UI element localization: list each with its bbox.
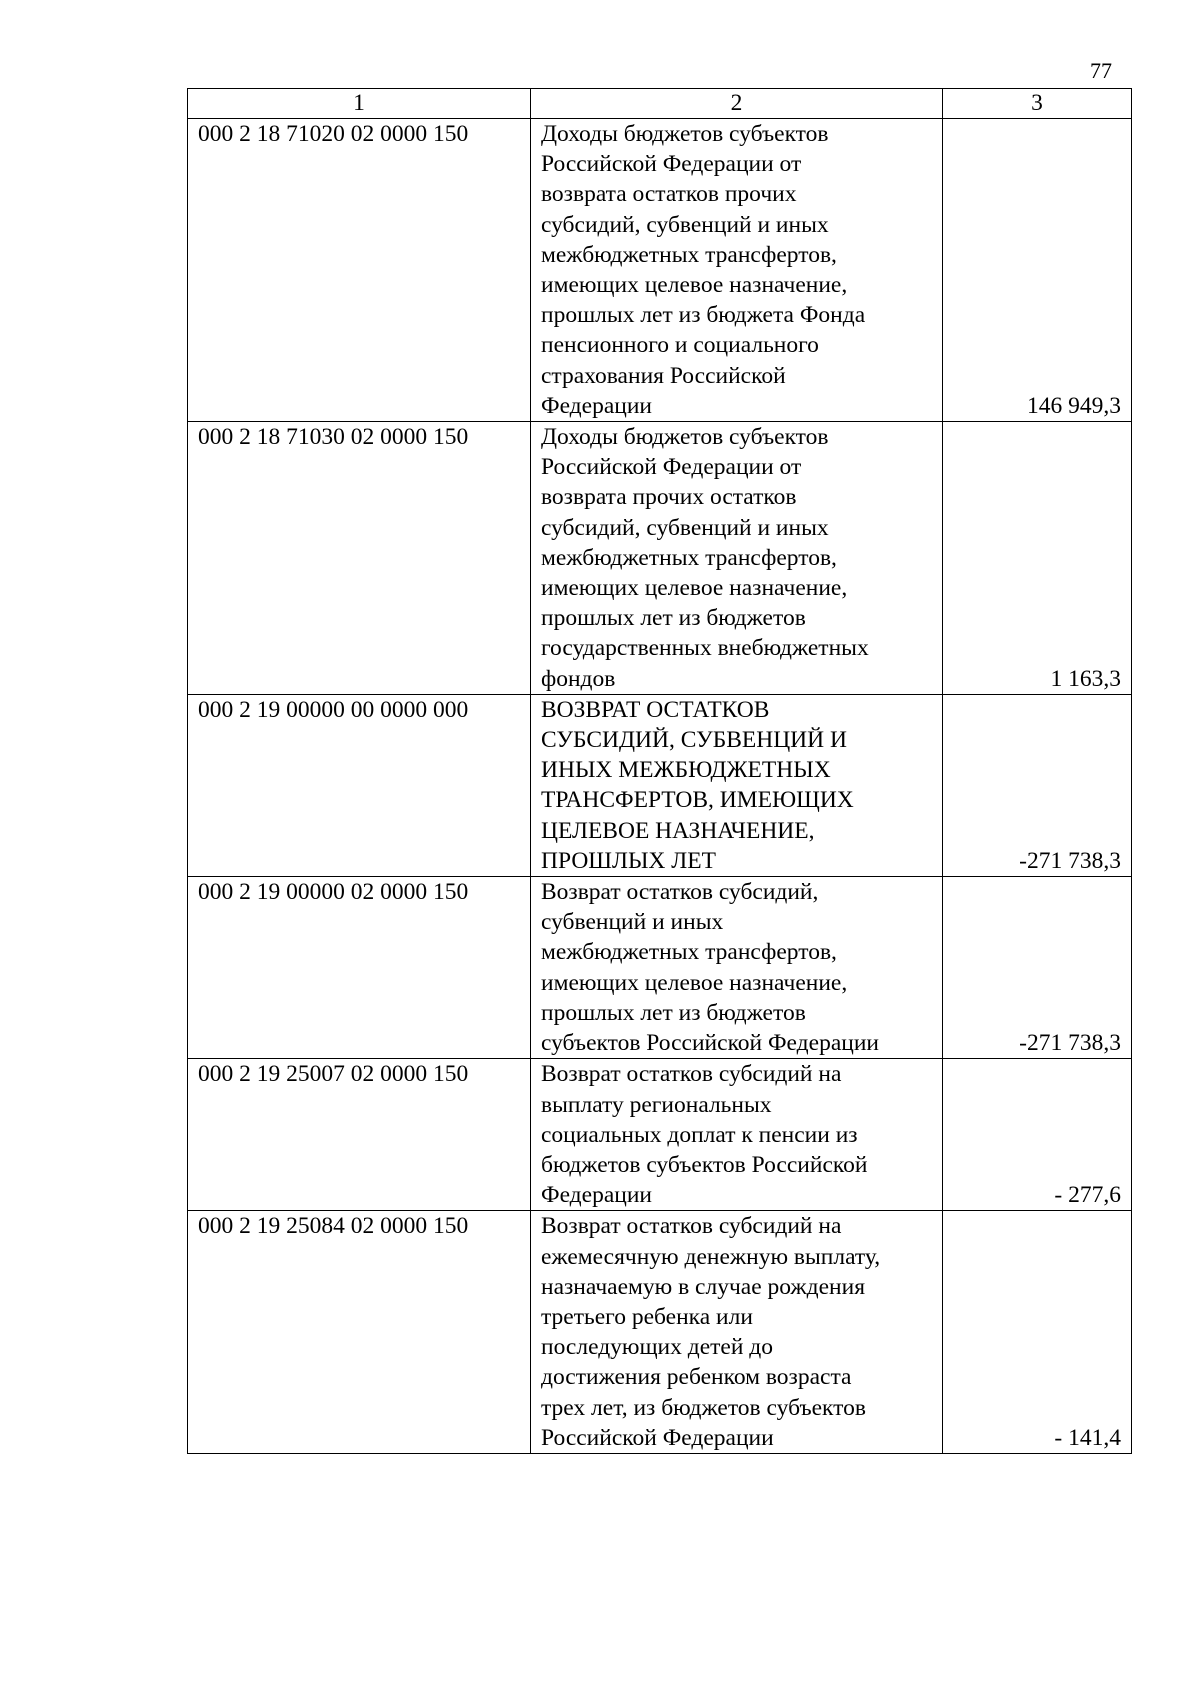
header-row	[188, 89, 1132, 119]
table-row	[188, 422, 1132, 695]
table-body	[188, 119, 1132, 1454]
budget-table	[187, 88, 1132, 1454]
row-code: 000 2 19 25084 02 0000 150	[188, 1211, 531, 1454]
row-name: Доходы бюджетов субъектов Российской Федерации от возврата прочих остатков субсидий, субвенций и иных межбюджетных трансфертов, имеющих целевое назначение, прошлых лет из бюджетов государственных внебюджетных фондов	[531, 422, 943, 695]
row-name: Возврат остатков субсидий на выплату региональных социальных доплат к пенсии из бюджетов субъектов Российской Федерации	[531, 1059, 943, 1211]
row-code: 000 2 18 71030 02 0000 150	[188, 422, 531, 695]
row-name: Доходы бюджетов субъектов Российской Федерации от возврата остатков прочих субсидий, субвенций и иных межбюджетных трансфертов, имеющих целевое назначение, прошлых лет из бюджета Фонда пенсионного и социального страхования Российской Федерации	[531, 119, 943, 422]
row-amount: 1 163,3	[943, 422, 1132, 695]
row-code: 000 2 19 25007 02 0000 150	[188, 1059, 531, 1211]
row-amount: -271 738,3	[943, 694, 1132, 876]
row-code: 000 2 19 00000 02 0000 150	[188, 877, 531, 1059]
row-name: Возврат остатков субсидий, субвенций и иных межбюджетных трансфертов, имеющих целевое назначение, прошлых лет из бюджетов субъектов Российской Федерации	[531, 877, 943, 1059]
row-amount: 146 949,3	[943, 119, 1132, 422]
row-name: Возврат остатков субсидий на ежемесячную денежную выплату, назначаемую в случае рождения третьего ребенка или последующих детей до достижения ребенком возраста трех лет, из бюджетов субъектов Российской Федерации	[531, 1211, 943, 1454]
row-amount: -271 738,3	[943, 877, 1132, 1059]
column-header-name: 2	[531, 89, 943, 119]
table-row	[188, 1211, 1132, 1454]
table-header	[188, 89, 1132, 119]
row-name: ВОЗВРАТ ОСТАТКОВ СУБСИДИЙ, СУБВЕНЦИЙ И ИНЫХ МЕЖБЮДЖЕТНЫХ ТРАНСФЕРТОВ, ИМЕЮЩИХ ЦЕЛЕВОЕ НАЗНАЧЕНИЕ, ПРОШЛЫХ ЛЕТ	[531, 694, 943, 876]
table-row	[188, 119, 1132, 422]
row-code: 000 2 19 00000 00 0000 000	[188, 694, 531, 876]
column-header-code: 1	[188, 89, 531, 119]
table-row	[188, 694, 1132, 876]
row-amount: - 277,6	[943, 1059, 1132, 1211]
column-header-amount: 3	[943, 89, 1132, 119]
row-amount: - 141,4	[943, 1211, 1132, 1454]
row-code: 000 2 18 71020 02 0000 150	[188, 119, 531, 422]
table-row	[188, 1059, 1132, 1211]
page-number: 77	[1090, 58, 1112, 83]
table-row	[188, 877, 1132, 1059]
